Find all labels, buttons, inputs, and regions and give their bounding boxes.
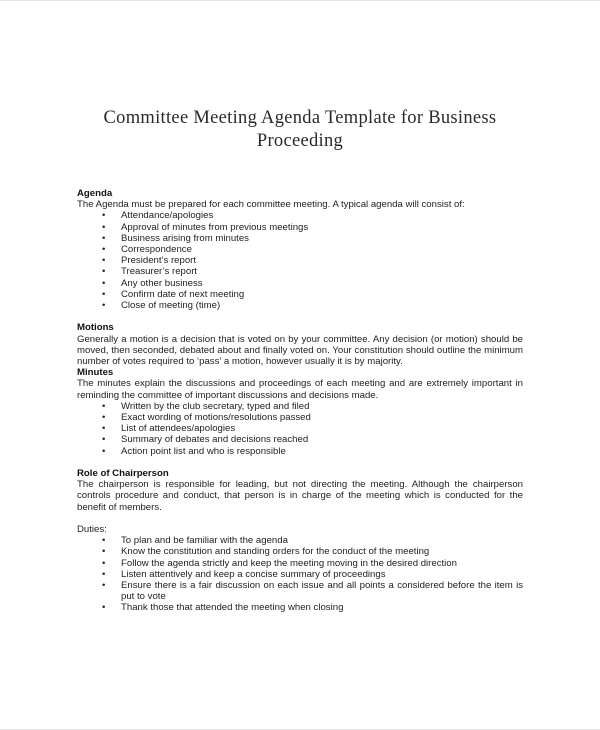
- minutes-body: The minutes explain the discussions and proceedings of each meeting and are extremely important in reminding the committee of important discussions and decisions made.: [77, 378, 523, 401]
- chairperson-body: The chairperson is responsible for leading, but not directing the meeting. Although the chairperson controls procedure and conduct, that person is in charge of the meeting which is conducted for the benefit of members.: [77, 479, 523, 513]
- list-item: • Written by the club secretary, typed and filed: [77, 401, 523, 412]
- list-item: • Exact wording of motions/resolutions passed: [77, 412, 523, 423]
- list-item: • Business arising from minutes: [77, 233, 523, 244]
- title-line-2: Proceeding: [256, 131, 344, 151]
- section-spacer: [77, 457, 523, 468]
- document-title: [40, 107, 560, 153]
- agenda-list: [77, 210, 523, 311]
- list-item: • Approval of minutes from previous meetings: [77, 222, 523, 233]
- list-item: • Close of meeting (time): [77, 300, 523, 311]
- list-item: • Action point list and who is responsible: [77, 446, 523, 457]
- duties-list: [77, 535, 523, 613]
- list-item: • Know the constitution and standing orders for the conduct of the meeting: [77, 546, 523, 557]
- list-item: • Correspondence: [77, 244, 523, 255]
- list-item: • Follow the agenda strictly and keep the meeting moving in the desired direction: [77, 558, 523, 569]
- list-item: • Attendance/apologies: [77, 210, 523, 221]
- motions-body: Generally a motion is a decision that is voted on by your committee. Any decision (or motion) should be moved, then seconded, debated about and finally voted on. Your constitution should outline the minimum number of votes required to ‘pass’ a motion, however usually it is by majority.: [77, 333, 523, 368]
- section-spacer: [77, 311, 523, 322]
- title-line-1: Committee Meeting Agenda Template for Business: [103, 108, 497, 128]
- duties-label: Duties:: [77, 524, 107, 536]
- agenda-intro: The Agenda must be prepared for each committee meeting. A typical agenda will consist of:: [77, 199, 465, 211]
- list-item: • Ensure there is a fair discussion on each issue and all points a considered before the item is put to vote: [77, 580, 523, 602]
- list-item: • Summary of debates and decisions reached: [77, 434, 523, 445]
- list-item: • Listen attentively and keep a concise summary of proceedings: [77, 569, 523, 580]
- list-item: • Confirm date of next meeting: [77, 289, 523, 300]
- minutes-list: [77, 401, 523, 457]
- list-item: • To plan and be familiar with the agenda: [77, 535, 523, 546]
- list-item: • Any other business: [77, 278, 523, 289]
- agenda-heading: Agenda: [77, 188, 113, 199]
- document-body: [77, 188, 523, 614]
- list-item: • List of attendees/apologies: [77, 423, 523, 434]
- list-item: • Treasurer’s report: [77, 266, 523, 277]
- minutes-heading: Minutes: [77, 367, 114, 379]
- motions-heading: Motions: [77, 322, 114, 334]
- list-item: • President’s report: [77, 255, 523, 266]
- list-item: • Thank those that attended the meeting when closing: [77, 602, 523, 613]
- section-spacer: [77, 513, 523, 524]
- chairperson-heading: Role of Chairperson: [77, 468, 169, 480]
